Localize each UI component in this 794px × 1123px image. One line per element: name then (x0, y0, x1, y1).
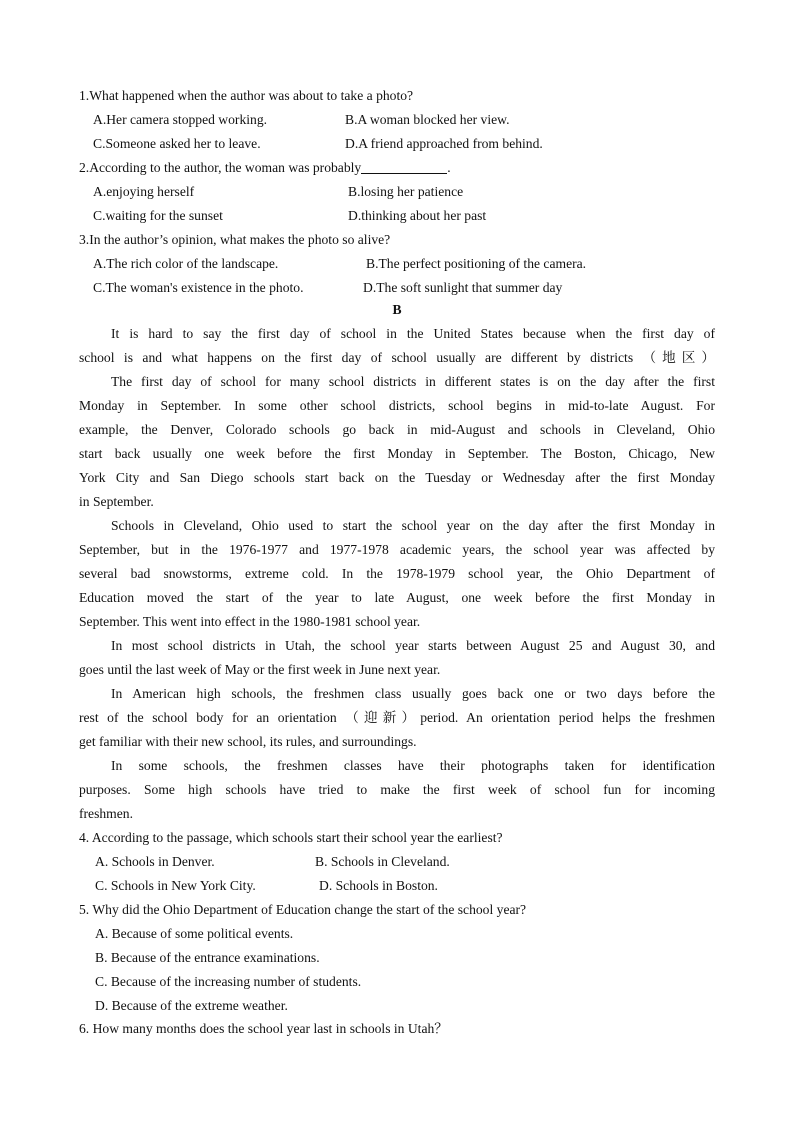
q3-option-b: B.The perfect positioning of the camera. (366, 256, 587, 271)
q4-option-d: D. Schools in Boston. (319, 878, 438, 893)
q4-option-b: B. Schools in Cleveland. (315, 854, 450, 869)
p3-line-1: Schools in Cleveland, Ohio used to start the school year on the day after the first Monday in (111, 518, 715, 533)
p4-line-1: In most school districts in Utah, the school year starts between August 25 and August 30, and (111, 638, 715, 653)
passage-paragraph-1 (79, 322, 715, 370)
q1-option-d: D.A friend approached from behind. (345, 136, 543, 151)
q1-option-a: A.Her camera stopped working. (93, 112, 268, 127)
p6-line-2: purposes. Some high schools have tried to make the first week of school fun for incoming (79, 782, 715, 797)
p6-line-3: freshmen. (79, 806, 133, 821)
passage-paragraph-4 (79, 634, 715, 682)
p1-line-1: It is hard to say the first day of school in the United States because when the first day of (111, 326, 715, 341)
p2-line-6: in September. (79, 494, 154, 509)
passage-paragraph-2 (79, 370, 715, 514)
q2-option-a: A.enjoying herself (93, 184, 195, 199)
question-2 (79, 156, 451, 180)
question-1: 1.What happened when the author was about to take a photo? (79, 88, 414, 103)
p5-line-1: In American high schools, the freshmen class usually goes back one or two days before the (111, 686, 715, 701)
q5-option-c: C. Because of the increasing number of students. (95, 974, 362, 989)
q2-option-d: D.thinking about her past (348, 208, 487, 223)
question-2-text: 2.According to the author, the woman was probably (79, 160, 362, 175)
q3-option-c: C.The woman's existence in the photo. (93, 280, 304, 295)
p2-line-4: start back usually one week before the first Monday in September. The Boston, Chicago, New (79, 446, 715, 461)
q2-option-b: B.losing her patience (348, 184, 464, 199)
p5-line-3: get familiar with their new school, its rules, and surroundings. (79, 734, 417, 749)
q4-option-a: A. Schools in Denver. (95, 854, 215, 869)
p3-line-2: September, but in the 1976-1977 and 1977-1978 academic years, the school year was affected by (79, 542, 715, 557)
q5-option-b: B. Because of the entrance examinations. (95, 950, 320, 965)
q4-option-c: C. Schools in New York City. (95, 878, 256, 893)
question-3: 3.In the author’s opinion, what makes the photo so alive? (79, 232, 391, 247)
p3-line-3: several bad snowstorms, extreme cold. In the 1978-1979 school year, the Ohio Department of (79, 566, 715, 581)
passage-paragraph-6 (79, 754, 715, 826)
p2-line-3: example, the Denver, Colorado schools go back in mid-August and schools in Cleveland, Ohio (79, 422, 715, 437)
q2-option-c: C.waiting for the sunset (93, 208, 223, 223)
question-5: 5. Why did the Ohio Department of Education change the start of the school year? (79, 902, 527, 917)
passage-paragraph-5 (79, 682, 715, 754)
p2-line-2: Monday in September. In some other school districts, school begins in mid-to-late August. For (79, 398, 715, 413)
section-b-heading: B (392, 302, 402, 317)
p4-line-2: goes until the last week of May or the first week in June next year. (79, 662, 441, 677)
p1-line-2: school is and what happens on the first day of school usually are different by districts （地区） (79, 350, 715, 365)
p2-line-1: The first day of school for many school districts in different states is on the day after the first (111, 374, 715, 389)
q5-option-d: D. Because of the extreme weather. (95, 998, 288, 1013)
q1-option-b: B.A woman blocked her view. (345, 112, 510, 127)
question-2-period: . (447, 160, 451, 175)
question-4: 4. According to the passage, which schools start their school year the earliest? (79, 830, 503, 845)
q1-option-c: C.Someone asked her to leave. (93, 136, 261, 151)
p5-line-2: rest of the school body for an orientation （迎新）period. An orientation period helps the freshmen (79, 710, 715, 725)
passage-paragraph-3 (79, 514, 715, 634)
p3-line-5: September. This went into effect in the 1980-1981 school year. (79, 614, 421, 629)
answer-blank (361, 159, 447, 174)
p2-line-5: York City and San Diego schools start back on the Tuesday or Wednesday after the first Monday (79, 470, 715, 485)
p6-line-1: In some schools, the freshmen classes have their photographs taken for identification (111, 758, 715, 773)
question-6: 6. How many months does the school year last in schools in Utah？ (79, 1021, 448, 1036)
p3-line-4: Education moved the start of the year to late August, one week before the first Monday in (79, 590, 715, 605)
q3-option-a: A.The rich color of the landscape. (93, 256, 279, 271)
q3-option-d: D.The soft sunlight that summer day (363, 280, 563, 295)
q5-option-a: A. Because of some political events. (95, 926, 294, 941)
